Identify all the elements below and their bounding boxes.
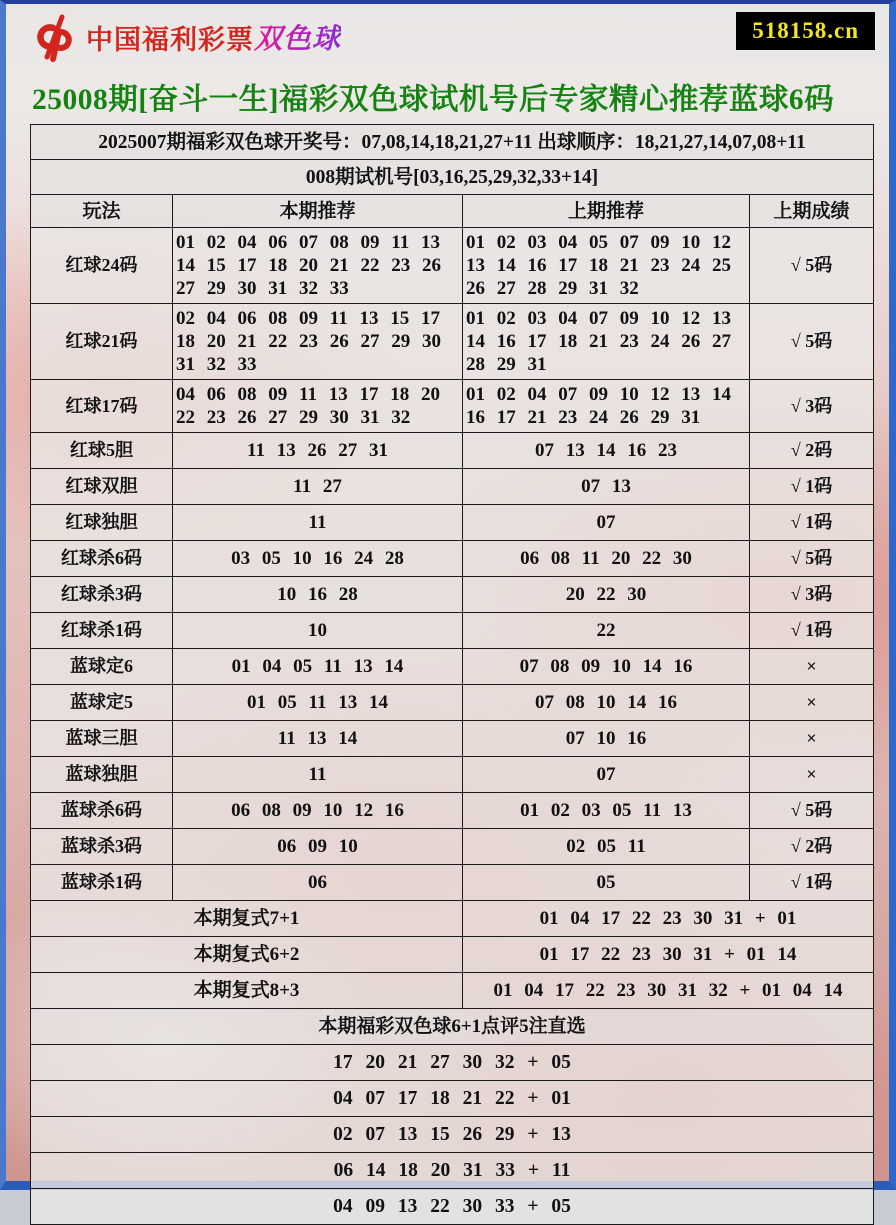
result-badge: √ 1码: [750, 505, 874, 541]
result-badge: √ 5码: [750, 541, 874, 577]
pick-numbers: 04 09 13 22 30 33 + 05: [31, 1189, 874, 1225]
previous-numbers: 07 08 09 10 14 16: [463, 649, 750, 685]
table-header-row: [31, 195, 874, 228]
row-label: 蓝球三胆: [31, 721, 173, 757]
previous-numbers: 07 10 16: [463, 721, 750, 757]
col-header-result: 上期成绩: [750, 195, 874, 228]
result-badge: √ 3码: [750, 577, 874, 613]
row-label: 蓝球杀6码: [31, 793, 173, 829]
previous-numbers: 22: [463, 613, 750, 649]
previous-numbers: 01 02 03 04 07 09 10 12 13 14 16 17 18 21 23 24 26 27 28 29 31: [463, 304, 750, 380]
current-numbers: 10 16 28: [173, 577, 463, 613]
previous-numbers: 01 02 03 05 11 13: [463, 793, 750, 829]
col-header-playtype: 玩法: [31, 195, 173, 228]
table-row: [31, 304, 874, 380]
table-row: [31, 685, 874, 721]
row-label: 红球杀1码: [31, 613, 173, 649]
previous-numbers: 02 05 11: [463, 829, 750, 865]
site-badge: 518158.cn: [736, 12, 875, 50]
row-label: 红球17码: [31, 380, 173, 433]
result-badge: √ 3码: [750, 380, 874, 433]
fushi-numbers: 01 17 22 23 30 31 + 01 14: [463, 937, 874, 973]
current-numbers: 11 13 26 27 31: [173, 433, 463, 469]
current-numbers: 03 05 10 16 24 28: [173, 541, 463, 577]
previous-numbers: 07 13: [463, 469, 750, 505]
col-header-current: 本期推荐: [173, 195, 463, 228]
result-badge: ×: [750, 757, 874, 793]
result-badge: √ 5码: [750, 228, 874, 304]
table-row: [31, 433, 874, 469]
table-row: [31, 721, 874, 757]
fushi-numbers: 01 04 17 22 23 30 31 32 + 01 04 14: [463, 973, 874, 1009]
pick-numbers: 06 14 18 20 31 33 + 11: [31, 1153, 874, 1189]
row-label: 红球杀3码: [31, 577, 173, 613]
draw-result-text: 2025007期福彩双色球开奖号：07,08,14,18,21,27+11 出球顺序：18,21,27,14,07,08+11: [31, 125, 874, 160]
pick-numbers: 04 07 17 18 21 22 + 01: [31, 1081, 874, 1117]
current-numbers: 11 27: [173, 469, 463, 505]
table-row: [31, 228, 874, 304]
result-badge: √ 5码: [750, 793, 874, 829]
fushi-label: 本期复式8+3: [31, 973, 463, 1009]
row-label: 蓝球独胆: [31, 757, 173, 793]
current-numbers: 01 04 05 11 13 14: [173, 649, 463, 685]
fushi-row: [31, 937, 874, 973]
table-row: [31, 380, 874, 433]
pick-numbers: 02 07 13 15 26 29 + 13: [31, 1117, 874, 1153]
fushi-label: 本期复式6+2: [31, 937, 463, 973]
current-numbers: 06 08 09 10 12 16: [173, 793, 463, 829]
brand-product-name: 双色球: [254, 17, 341, 57]
result-badge: ×: [750, 685, 874, 721]
result-badge: ×: [750, 721, 874, 757]
current-numbers: 11: [173, 757, 463, 793]
current-numbers: 11: [173, 505, 463, 541]
brand-org-name: 中国福利彩票: [86, 24, 254, 55]
fushi-row: [31, 901, 874, 937]
row-label: 蓝球定6: [31, 649, 173, 685]
pick-row: [31, 1045, 874, 1081]
previous-numbers: 01 02 04 07 09 10 12 13 14 16 17 21 23 24 26 29 31: [463, 380, 750, 433]
current-numbers: 02 04 06 08 09 11 13 15 17 18 20 21 22 23 26 27 29 30 31 32 33: [173, 304, 463, 380]
row-label: 红球24码: [31, 228, 173, 304]
result-badge: √ 1码: [750, 469, 874, 505]
table-row: [31, 793, 874, 829]
previous-numbers: 07 08 10 14 16: [463, 685, 750, 721]
brand: [32, 14, 341, 60]
row-label: 红球双胆: [31, 469, 173, 505]
previous-numbers: 07: [463, 757, 750, 793]
row-label: 红球5胆: [31, 433, 173, 469]
table-row: [31, 613, 874, 649]
note-text: 本期福彩双色球6+1点评5注直选: [31, 1009, 874, 1045]
pick-row: [31, 1189, 874, 1225]
table-row: [31, 649, 874, 685]
previous-numbers: 06 08 11 20 22 30: [463, 541, 750, 577]
table-row: [31, 505, 874, 541]
previous-numbers: 07 13 14 16 23: [463, 433, 750, 469]
table-row: [31, 865, 874, 901]
col-header-previous: 上期推荐: [463, 195, 750, 228]
cwl-logo-icon: [32, 14, 78, 60]
row-label: 红球21码: [31, 304, 173, 380]
previous-numbers: 01 02 03 04 05 07 09 10 12 13 14 16 17 18 21 23 24 25 26 27 28 29 31 32: [463, 228, 750, 304]
result-badge: √ 2码: [750, 829, 874, 865]
recommendation-table: [30, 124, 874, 1225]
row-label: 红球杀6码: [31, 541, 173, 577]
result-badge: ×: [750, 649, 874, 685]
row-label: 蓝球定5: [31, 685, 173, 721]
result-badge: √ 2码: [750, 433, 874, 469]
result-badge: √ 5码: [750, 304, 874, 380]
pick-row: [31, 1153, 874, 1189]
table-row: [31, 541, 874, 577]
table-row: [31, 829, 874, 865]
header: [6, 4, 889, 74]
fushi-numbers: 01 04 17 22 23 30 31 + 01: [463, 901, 874, 937]
table-row: [31, 757, 874, 793]
result-badge: √ 1码: [750, 865, 874, 901]
row-label: 蓝球杀3码: [31, 829, 173, 865]
fushi-label: 本期复式7+1: [31, 901, 463, 937]
previous-numbers: 05: [463, 865, 750, 901]
pick-row: [31, 1081, 874, 1117]
pick-numbers: 17 20 21 27 30 32 + 05: [31, 1045, 874, 1081]
page-title: 25008期[奋斗一生]福彩双色球试机号后专家精心推荐蓝球6码: [32, 84, 835, 116]
result-badge: √ 1码: [750, 613, 874, 649]
row-label: 红球独胆: [31, 505, 173, 541]
test-number-row: [31, 160, 874, 195]
test-number-text: 008期试机号[03,16,25,29,32,33+14]: [31, 160, 874, 195]
current-numbers: 10: [173, 613, 463, 649]
current-numbers: 06: [173, 865, 463, 901]
current-numbers: 06 09 10: [173, 829, 463, 865]
row-label: 蓝球杀1码: [31, 865, 173, 901]
current-numbers: 01 02 04 06 07 08 09 11 13 14 15 17 18 20 21 22 23 26 27 29 30 31 32 33: [173, 228, 463, 304]
previous-numbers: 20 22 30: [463, 577, 750, 613]
current-numbers: 04 06 08 09 11 13 17 18 20 22 23 26 27 29 30 31 32: [173, 380, 463, 433]
pick-row: [31, 1117, 874, 1153]
note-row: [31, 1009, 874, 1045]
current-numbers: 01 05 11 13 14: [173, 685, 463, 721]
table-row: [31, 577, 874, 613]
fushi-row: [31, 973, 874, 1009]
draw-result-row: [31, 125, 874, 160]
current-numbers: 11 13 14: [173, 721, 463, 757]
previous-numbers: 07: [463, 505, 750, 541]
table-row: [31, 469, 874, 505]
